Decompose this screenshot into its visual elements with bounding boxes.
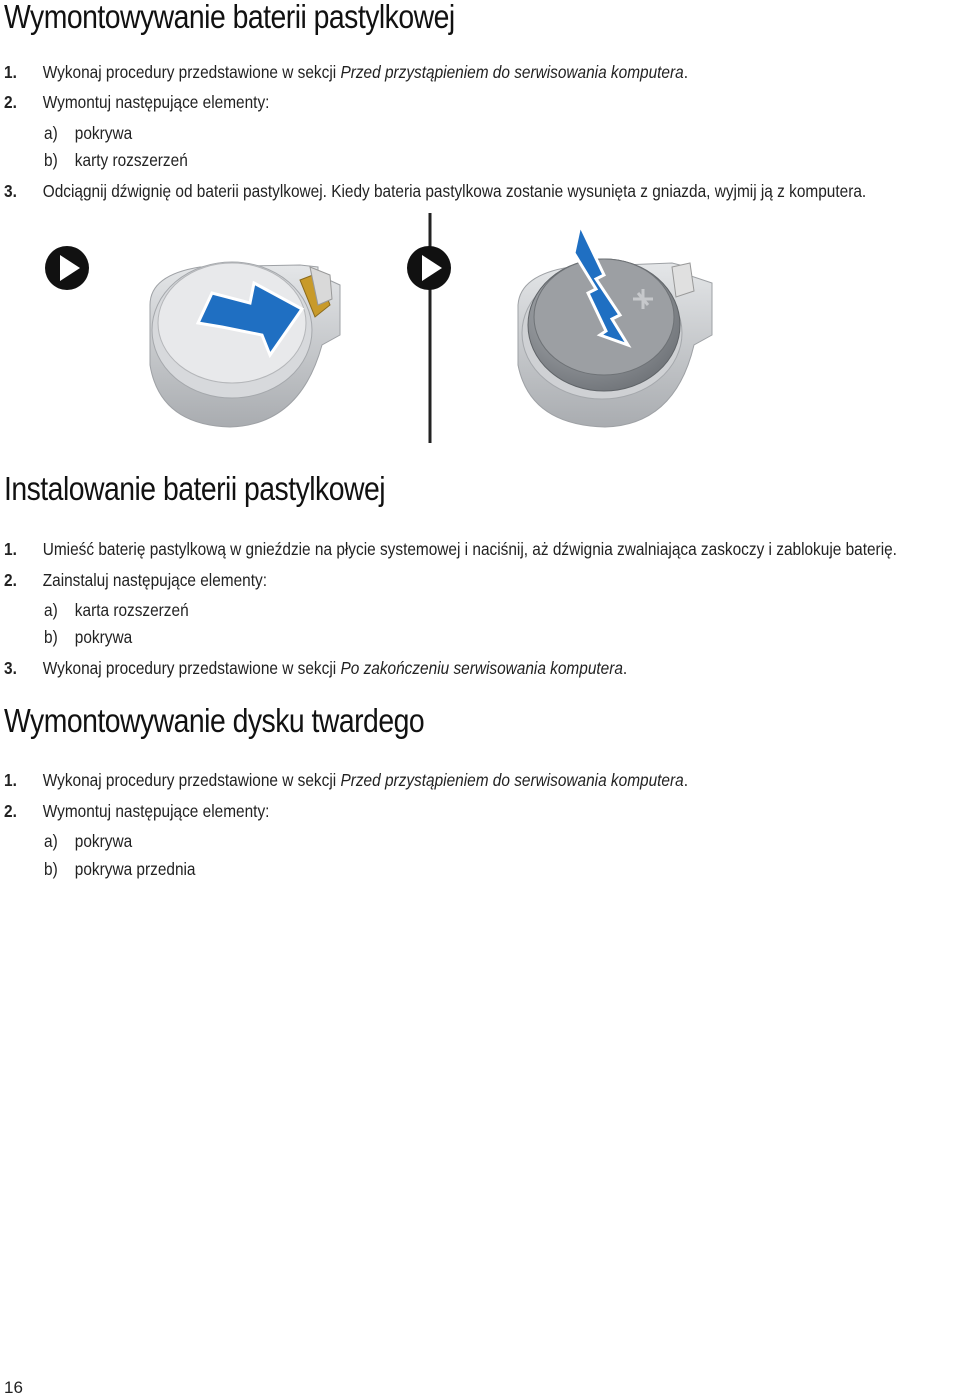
subitem-letter: a): [44, 600, 58, 620]
step-text: Wykonaj procedury przedstawione w sekcji: [42, 62, 341, 82]
subitem-b: [44, 150, 188, 171]
subitem-a: [44, 831, 132, 852]
subitem-a: [44, 123, 132, 144]
step-number: 3.: [4, 181, 17, 201]
step-1: [4, 62, 688, 83]
link-section-after-service[interactable]: Po zakończeniu serwisowania komputera: [340, 658, 623, 678]
subitem-b: [44, 859, 195, 880]
subitem-b: [44, 627, 132, 648]
step-number: 1.: [4, 62, 17, 82]
step-number: 2.: [4, 801, 17, 821]
subitem-letter: b): [44, 859, 58, 879]
step-1: [4, 539, 897, 560]
step-number: 1.: [4, 770, 17, 790]
step-punct: .: [622, 658, 628, 678]
subitem-text: pokrywa: [74, 123, 133, 143]
subitem-letter: b): [44, 150, 58, 170]
subitem-text: pokrywa: [74, 831, 133, 851]
step-text: Wykonaj procedury przedstawione w sekcji: [42, 658, 341, 678]
step-2: [4, 92, 269, 113]
link-section-before-service[interactable]: Przed przystąpieniem do serwisowania komputera: [340, 62, 684, 82]
step-number: 2.: [4, 92, 17, 112]
step-text: Zainstaluj następujące elementy:: [42, 570, 268, 590]
link-section-before-service[interactable]: Przed przystąpieniem do serwisowania komputera: [340, 770, 684, 790]
step-1: [4, 770, 688, 791]
step-text: Wykonaj procedury przedstawione w sekcji: [42, 770, 341, 790]
step-text: Wymontuj następujące elementy:: [42, 801, 270, 821]
section-title-install-battery: Instalowanie baterii pastylkowej: [4, 470, 386, 507]
section-title-remove-hdd: Wymontowywanie dysku twardego: [4, 702, 425, 739]
page-number: 16: [4, 1378, 23, 1397]
step-punct: .: [683, 770, 688, 790]
coin-cell-battery-socket: [150, 262, 340, 427]
step-number: 1.: [4, 539, 17, 559]
step-3: [4, 181, 866, 202]
step-punct: .: [683, 62, 688, 82]
subitem-a: [44, 600, 189, 621]
subitem-letter: a): [44, 123, 58, 143]
subitem-letter: b): [44, 627, 58, 647]
step-3: [4, 658, 627, 679]
battery-removal-illustration: [0, 205, 960, 450]
step-text: Wymontuj następujące elementy:: [42, 92, 270, 112]
step-2: [4, 570, 267, 591]
step-text: Odciągnij dźwignię od baterii pastylkowej. Kiedy bateria pastylkowa zostanie wysunięta z gniazda, wyjmij ją z komputera.: [42, 181, 867, 201]
play-icon: [45, 246, 89, 290]
step-2: [4, 801, 269, 822]
section-title-remove-battery: Wymontowywanie baterii pastylkowej: [4, 0, 455, 35]
play-icon: [407, 246, 451, 290]
subitem-text: karta rozszerzeń: [74, 600, 189, 620]
coin-cell-battery-socket: [518, 259, 712, 427]
subitem-text: karty rozszerzeń: [74, 150, 188, 170]
step-number: 3.: [4, 658, 17, 678]
subitem-text: pokrywa przednia: [74, 859, 196, 879]
step-number: 2.: [4, 570, 17, 590]
subitem-letter: a): [44, 831, 58, 851]
subitem-text: pokrywa: [74, 627, 133, 647]
step-text: Umieść baterię pastylkową w gnieździe na płycie systemowej i naciśnij, aż dźwignia zwalniająca zaskoczy i zablokuje baterię.: [42, 539, 897, 559]
